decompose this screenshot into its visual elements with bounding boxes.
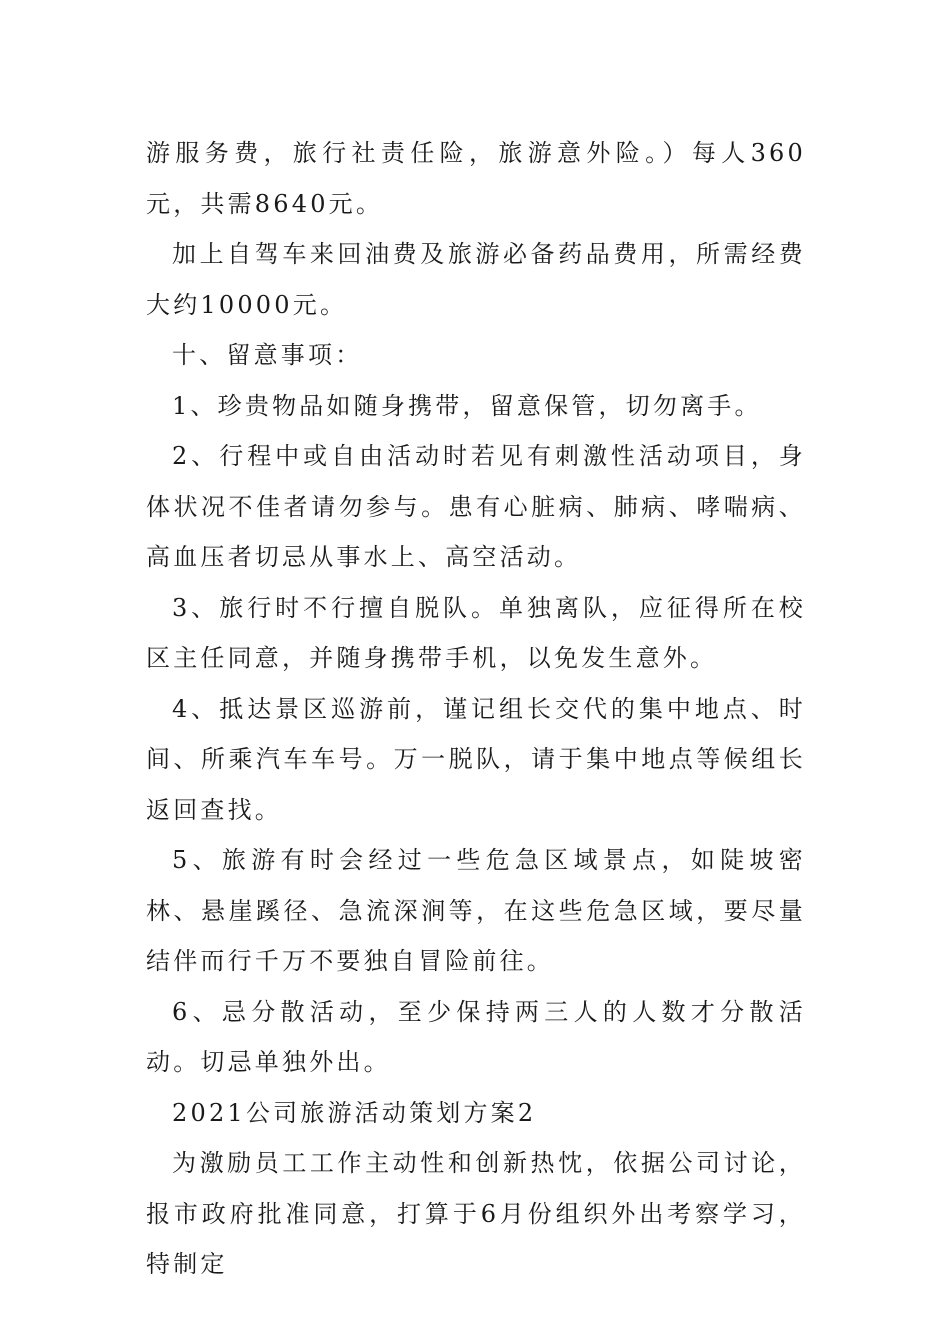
paragraph-total-budget: 加上自驾车来回油费及旅游必备药品费用，所需经费大约10000元。	[146, 240, 806, 319]
note-item-5: 5、旅游有时会经过一些危急区域景点，如陡坡密林、悬崖蹊径、急流深涧等，在这些危急区域，要尽量结伴而行千万不要独自冒险前往。	[146, 846, 806, 975]
section-heading-notes: 十、留意事项：	[172, 341, 363, 369]
note-item-4: 4、抵达景区巡游前，谨记组长交代的集中地点、时间、所乘汽车车号。万一脱队，请于集中地点等候组长返回查找。	[146, 694, 806, 824]
plan-2-intro: 为激励员工工作主动性和创新热忱，依据公司讨论，报市政府批准同意，打算于6月份组织外出考察学习，特制定	[146, 1149, 806, 1278]
document-body	[146, 128, 806, 1290]
paragraph-cost-continued: 游服务费，旅行社责任险，旅游意外险。）每人360元，共需8640元。	[146, 139, 806, 218]
plan-2-title: 2021公司旅游活动策划方案2	[172, 1098, 537, 1127]
note-item-2: 2、行程中或自由活动时若见有刺激性活动项目，身体状况不佳者请勿参与。患有心脏病、肺病、哮喘病、高血压者切忌从事水上、高空活动。	[146, 442, 806, 571]
note-item-3: 3、旅行时不行擅自脱队。单独离队，应征得所在校区主任同意，并随身携带手机，以免发生意外。	[146, 593, 806, 672]
note-item-6: 6、忌分散活动，至少保持两三人的人数才分散活动。切忌单独外出。	[146, 997, 806, 1076]
note-item-1: 1、珍贵物品如随身携带，留意保管，切勿离手。	[172, 391, 762, 420]
